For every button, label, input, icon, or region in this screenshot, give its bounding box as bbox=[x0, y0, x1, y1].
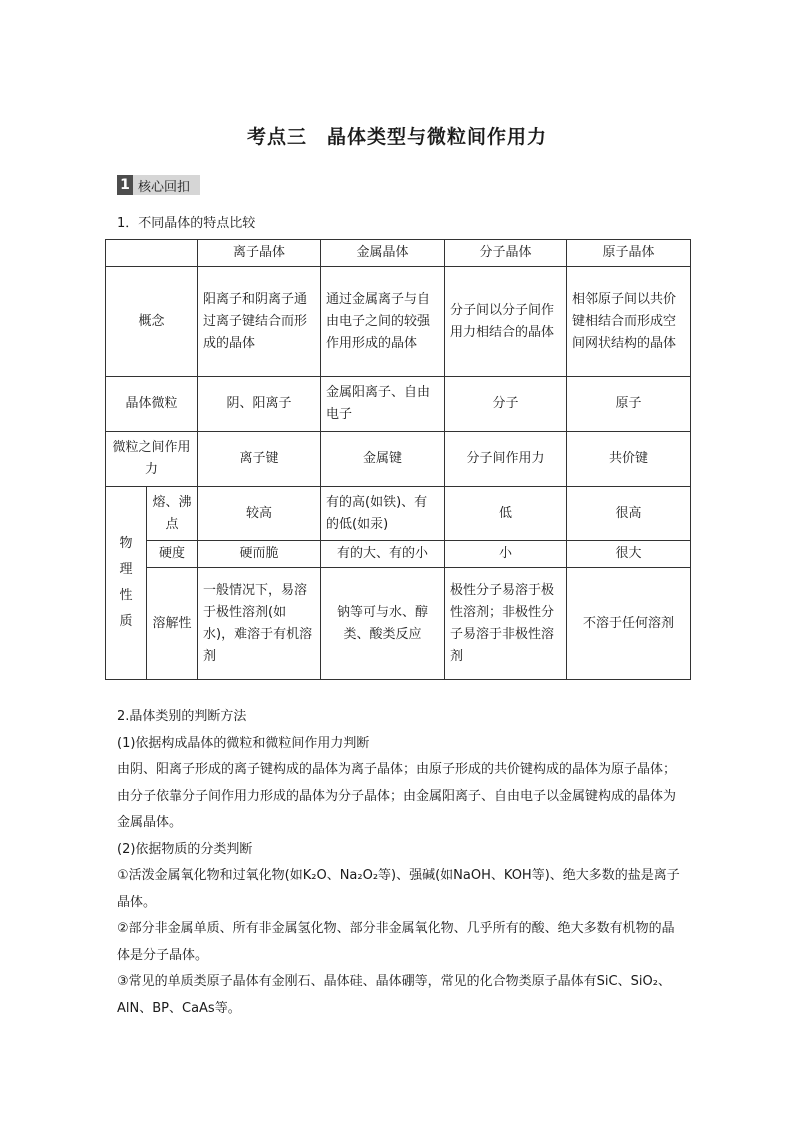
section-label: 核心回扣 bbox=[138, 179, 191, 195]
row-label-solubility: 溶解性 bbox=[147, 568, 198, 680]
cell-hardness-metallic: 有的大、有的小 bbox=[321, 541, 445, 568]
physical-char-1: 物 bbox=[119, 536, 133, 551]
header-molecular: 分子晶体 bbox=[445, 240, 567, 267]
crystal-comparison-table bbox=[105, 239, 691, 680]
cell-melting-ionic: 较高 bbox=[198, 487, 321, 541]
paragraph-item-1: ①活泼金属氧化物和过氧化物(如K₂O、Na₂O₂等)、强碱(如NaOH、KOH等)、绝大多数的盐是离子晶体。 bbox=[117, 868, 680, 910]
table-row-forces bbox=[106, 432, 691, 487]
paragraph-method-2-heading: (2)依据物质的分类判断 bbox=[117, 841, 253, 857]
cell-forces-molecular: 分子间作用力 bbox=[445, 432, 567, 487]
table-row-melting bbox=[106, 487, 691, 541]
table-row-particles bbox=[106, 377, 691, 432]
cell-hardness-atomic: 很大 bbox=[567, 541, 691, 568]
table-row-solubility bbox=[106, 568, 691, 680]
cell-melting-atomic: 很高 bbox=[567, 487, 691, 541]
cell-melting-metallic: 有的高(如铁)、有的低(如汞) bbox=[321, 487, 445, 541]
section-tag bbox=[117, 175, 200, 195]
row-label-concept: 概念 bbox=[106, 267, 198, 377]
table-header-row bbox=[106, 240, 691, 267]
row-label-melting: 熔、沸点 bbox=[147, 487, 198, 541]
cell-melting-molecular: 低 bbox=[445, 487, 567, 541]
cell-forces-metallic: 金属键 bbox=[321, 432, 445, 487]
paragraph-heading-2: 2.晶体类别的判断方法 bbox=[117, 709, 247, 724]
header-ionic: 离子晶体 bbox=[198, 240, 321, 267]
cell-solubility-atomic: 不溶于任何溶剂 bbox=[567, 568, 691, 680]
cell-forces-ionic: 离子键 bbox=[198, 432, 321, 487]
cell-concept-atomic: 相邻原子间以共价键相结合而形成空间网状结构的晶体 bbox=[567, 267, 691, 377]
cell-concept-metallic: 通过金属离子与自由电子之间的较强作用形成的晶体 bbox=[321, 267, 445, 377]
body-text bbox=[117, 704, 687, 1022]
paragraph-method-1-text: 由阴、阳离子形成的离子键构成的晶体为离子晶体；由原子形成的共价键构成的晶体为原子晶体；由分子依靠分子间作用力形成的晶体为分子晶体；由金属阳离子、自由电子以金属键构成的晶体为金属晶体。 bbox=[117, 762, 677, 830]
cell-forces-atomic: 共价键 bbox=[567, 432, 691, 487]
row-group-physical bbox=[106, 487, 147, 680]
header-empty bbox=[106, 240, 198, 267]
row-label-forces: 微粒之间作用力 bbox=[106, 432, 198, 487]
header-metallic: 金属晶体 bbox=[321, 240, 445, 267]
cell-concept-ionic: 阳离子和阴离子通过离子键结合而形成的晶体 bbox=[198, 267, 321, 377]
physical-char-4: 质 bbox=[119, 614, 133, 629]
page-title: 考点三 晶体类型与微粒间作用力 bbox=[246, 126, 547, 148]
cell-solubility-molecular: 极性分子易溶于极性溶剂；非极性分子易溶于非极性溶剂 bbox=[445, 568, 567, 680]
cell-solubility-metallic: 钠等可与水、醇类、酸类反应 bbox=[321, 568, 445, 680]
cell-hardness-ionic: 硬而脆 bbox=[198, 541, 321, 568]
header-atomic: 原子晶体 bbox=[567, 240, 691, 267]
cell-solubility-ionic: 一般情况下，易溶于极性溶剂(如水)，难溶于有机溶剂 bbox=[198, 568, 321, 680]
cell-concept-molecular: 分子间以分子间作用力相结合的晶体 bbox=[445, 267, 567, 377]
cell-particles-atomic: 原子 bbox=[567, 377, 691, 432]
cell-particles-metallic: 金属阳离子、自由电子 bbox=[321, 377, 445, 432]
row-label-hardness: 硬度 bbox=[147, 541, 198, 568]
physical-char-2: 理 bbox=[119, 562, 133, 577]
cell-hardness-molecular: 小 bbox=[445, 541, 567, 568]
table-row-hardness bbox=[106, 541, 691, 568]
paragraph-item-2: ②部分非金属单质、所有非金属氢化物、部分非金属氧化物、几乎所有的酸、绝大多数有机物的晶体是分子晶体。 bbox=[117, 921, 675, 963]
paragraph-item-3: ③常见的单质类原子晶体有金刚石、晶体硅、晶体硼等，常见的化合物类原子晶体有SiC、SiO₂、AlN、BP、CaAs等。 bbox=[117, 974, 671, 1016]
paragraph-method-1-heading: (1)依据构成晶体的微粒和微粒间作用力判断 bbox=[117, 735, 370, 751]
row-label-particles: 晶体微粒 bbox=[106, 377, 198, 432]
cell-particles-molecular: 分子 bbox=[445, 377, 567, 432]
cell-particles-ionic: 阴、阳离子 bbox=[198, 377, 321, 432]
physical-char-3: 性 bbox=[119, 588, 133, 603]
table-heading: 1．不同晶体的特点比较 bbox=[117, 216, 256, 231]
section-number: 1 bbox=[117, 175, 133, 195]
table-row-concept bbox=[106, 267, 691, 377]
